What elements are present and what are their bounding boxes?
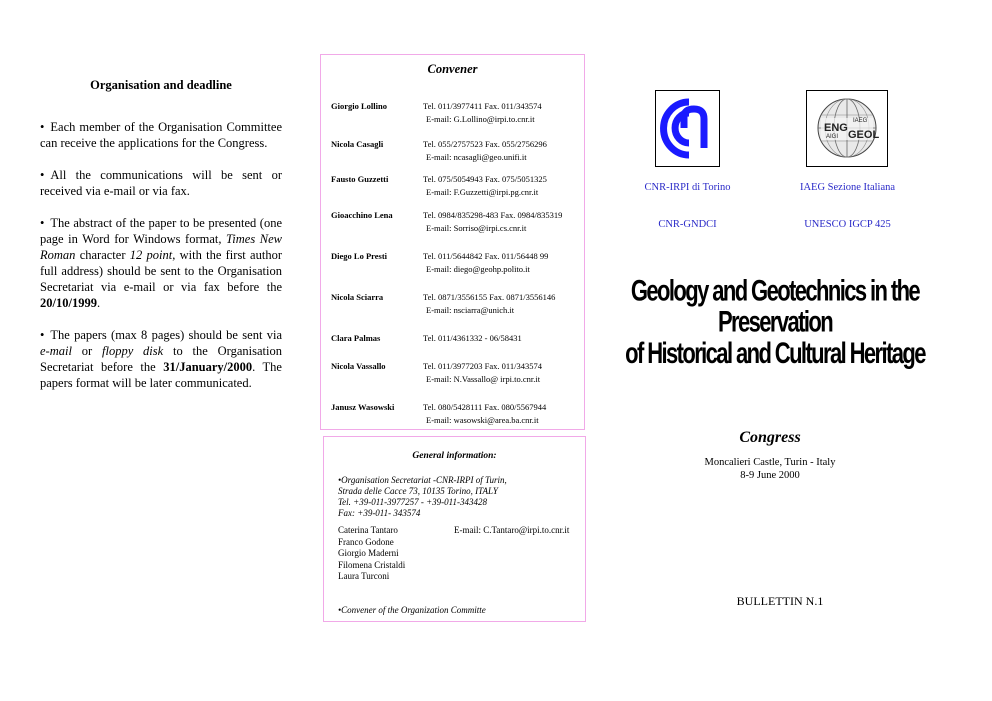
org-unesco: UNESCO IGCP 425 — [804, 219, 891, 230]
secretariat-line: Fax: +39-011- 343574 — [338, 508, 421, 518]
convener-email: E-mail: diego@geohp.polito.it — [426, 264, 530, 274]
bullet-icon: • — [40, 328, 45, 342]
convener-name: Clara Palmas — [331, 333, 381, 343]
convener-email: E-mail: Sorriso@irpi.cs.cnr.it — [426, 223, 527, 233]
title-line: Geology and Geotechnics in the Preservation — [630, 273, 920, 339]
secretariat-address — [338, 475, 507, 519]
cnr-logo-icon — [656, 91, 719, 166]
deadline-bullet — [40, 119, 282, 151]
cnr-logo — [655, 90, 720, 167]
bullet-text: Each member of the Organisation Committee can receive the applications for the Congress. — [40, 120, 282, 150]
convener-name: Nicola Casagli — [331, 139, 384, 149]
convener-email: E-mail: wasowski@area.ba.cnr.it — [426, 415, 539, 425]
deadline-bullet — [40, 215, 282, 311]
bullet-text: The papers (max 8 pages) should be sent via — [50, 328, 282, 342]
org-cnr-gndci: CNR-GNDCI — [658, 219, 717, 230]
bullet-icon: • — [40, 168, 45, 182]
secretariat-line: Strada delle Cacce 73, 10135 Torino, ITALY — [338, 486, 498, 496]
secretariat-line: •Organisation Secretariat -CNR-IRPI of Turin, — [338, 475, 507, 485]
convener-note: •Convener of the Organization Committe — [338, 605, 486, 615]
bullet-text: The abstract of the paper to be presented (one page in Word for Windows format, — [40, 216, 282, 246]
bullet-text: to the Organisation Secretariat before the — [40, 344, 282, 374]
convener-phone: Tel. 075/5054943 Fax. 075/5051325 — [423, 174, 547, 184]
general-info-title: General information: — [412, 451, 497, 461]
org-cnr-irpi: CNR-IRPI di Torino — [644, 182, 731, 193]
svg-text:AIGI: AIGI — [826, 134, 839, 140]
convener-name: Fausto Guzzetti — [331, 174, 389, 184]
title-line: of Historical and Cultural Heritage — [625, 335, 925, 370]
svg-text:IAEG: IAEG — [853, 118, 868, 124]
congress-venue: Moncalieri Castle, Turin - Italy — [704, 457, 836, 468]
staff-email: E-mail: C.Tantaro@irpi.to.cnr.it — [454, 525, 570, 535]
bullet-text: 31/January/2000 — [163, 360, 253, 374]
convener-email: E-mail: N.Vassallo@ irpi.to.cnr.it — [426, 374, 541, 384]
staff-name: Filomena Cristaldi — [338, 559, 406, 570]
convener-name: Diego Lo Presti — [331, 251, 388, 261]
convener-phone: Tel. 011/3977203 Fax. 011/343574 — [423, 361, 542, 371]
convener-name: Giorgio Lollino — [331, 101, 387, 111]
bullet-icon: • — [40, 216, 45, 230]
bullet-text: floppy disk — [102, 344, 164, 358]
staff-name: Laura Turconi — [338, 571, 390, 581]
convener-phone: Tel. 0984/835298-483 Fax. 0984/835319 — [423, 210, 563, 220]
convener-email: E-mail: G.Lollino@irpi.to.cnr.it — [426, 114, 535, 124]
secretariat-staff — [338, 525, 405, 583]
convener-phone: Tel. 011/3977411 Fax. 011/343574 — [423, 101, 542, 111]
bullet-text: . The papers format will be later communicated. — [40, 360, 282, 390]
staff-name: Giorgio Maderni — [338, 548, 399, 558]
congress-heading: Congress — [739, 429, 801, 446]
congress-main-title — [610, 275, 940, 368]
convener-email: E-mail: ncasagli@geo.unifi.it — [426, 152, 527, 162]
bullet-text: or — [71, 344, 102, 358]
congress-dates: 8-9 June 2000 — [740, 470, 800, 481]
staff-name: Franco Godone — [338, 536, 394, 547]
bullet-text: . — [96, 296, 101, 310]
deadline-bullet — [40, 327, 282, 391]
general-info-box — [323, 436, 586, 622]
convener-name: Gioacchino Lena — [331, 210, 393, 220]
staff-name: Caterina Tantaro — [338, 525, 398, 535]
convener-name: Janusz Wasowski — [331, 402, 395, 412]
svg-text:ENG: ENG — [824, 122, 848, 134]
secretariat-line: Tel. +39-011-3977257 - +39-011-343428 — [338, 497, 487, 507]
convener-phone: Tel. 011/5644842 Fax. 011/56448 99 — [423, 251, 549, 261]
bulletin-label: BULLETTIN N.1 — [736, 594, 824, 608]
bullet-text: All the communications will be sent or received via e-mail or via fax. — [40, 168, 282, 198]
bullet-text: 12 point — [129, 248, 173, 262]
convener-name: Nicola Sciarra — [331, 292, 384, 302]
convener-phone: Tel. 080/5428111 Fax. 080/5567944 — [423, 402, 547, 412]
convener-email: E-mail: F.Guzzetti@irpi.pg.cnr.it — [426, 187, 539, 197]
bullet-text: 20/10/1999 — [40, 296, 97, 310]
bullet-text: Times New Roman — [40, 232, 282, 262]
svg-text:GEOL: GEOL — [848, 129, 880, 141]
convener-phone: Tel. 0871/3556155 Fax. 0871/3556146 — [423, 292, 556, 302]
convener-phone: Tel. 011/4361332 - 06/58431 — [423, 333, 522, 343]
convener-name: Nicola Vassallo — [331, 361, 386, 371]
convener-box — [320, 54, 585, 430]
globe-icon — [807, 91, 887, 166]
convener-email: E-mail: nsciarra@unich.it — [426, 305, 515, 315]
bullet-icon: • — [40, 120, 45, 134]
organisation-heading: Organisation and deadline — [90, 78, 232, 92]
deadline-bullets — [40, 119, 282, 391]
bullet-text: , with the first author full address) should be sent to the Organisation Secretariat via e-mail or via fax before the — [40, 248, 282, 294]
iaeg-logo — [806, 90, 888, 167]
bullet-text: e-mail — [40, 344, 72, 358]
deadline-bullet — [40, 167, 282, 199]
convener-phone: Tel. 055/2757523 Fax. 055/2756296 — [423, 139, 547, 149]
bullet-text: character — [75, 248, 130, 262]
congress-location — [690, 456, 850, 482]
organisation-column — [40, 78, 282, 407]
convener-title: Convener — [427, 62, 478, 76]
org-iaeg: IAEG Sezione Italiana — [799, 182, 896, 193]
